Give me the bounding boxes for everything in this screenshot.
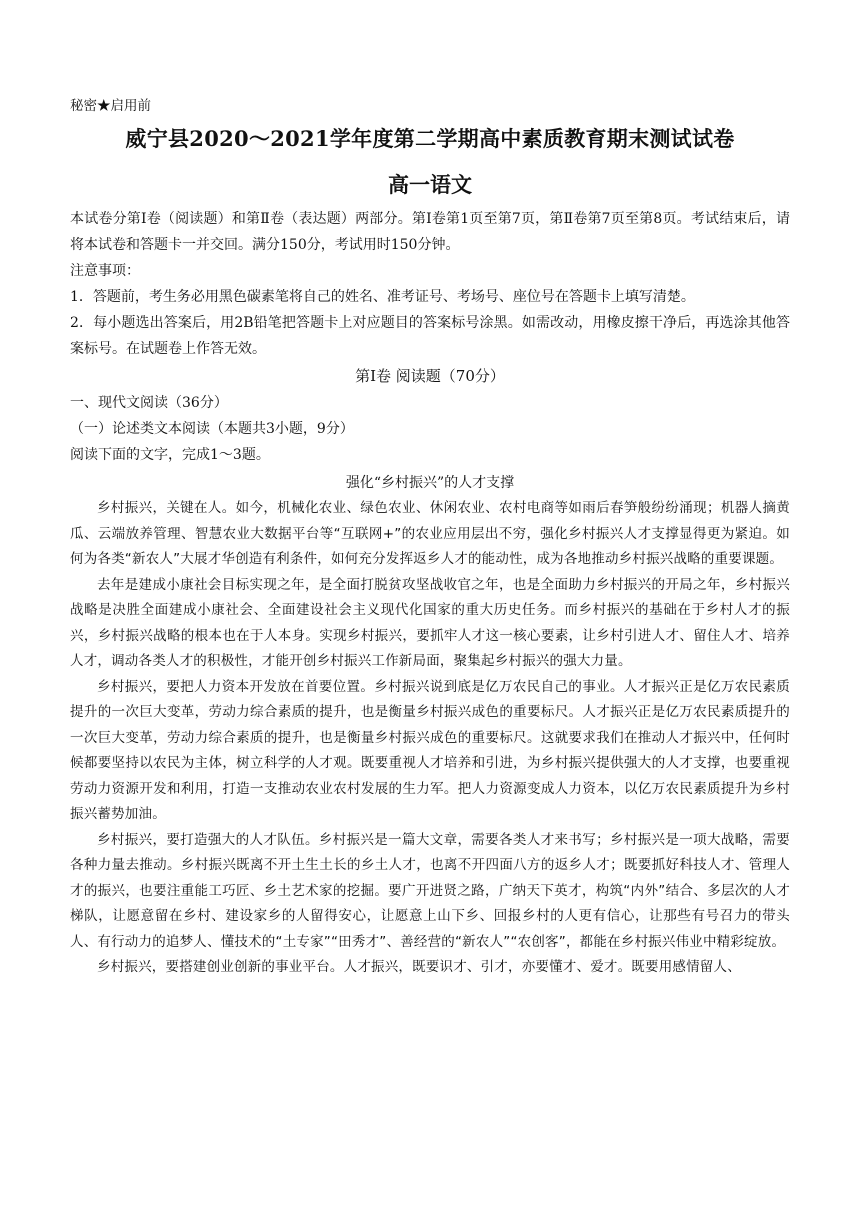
subject-title: 高一语文 — [388, 172, 472, 197]
article-paragraph-4: 乡村振兴，要打造强大的人才队伍。乡村振兴是一篇大文章，需要各类人才来书写；乡村振兴是一项大战略，需要各种力量去推动。乡村振兴既离不开土生土长的乡土人才，也离不开四面八方的返乡人才；既要抓好科技人才、管理人才的振兴，也要注重能工巧匠、乡土艺术家的挖掘。要广开进贤之路，广纳天下英才，构筑“内外”结合、多层次的人才梯队，让愿意留在乡村、建设家乡的人留得安心，让愿意上山下乡、回报乡村的人更有信心，让那些有号召力的带头人、有行动力的追梦人、懂技术的“土专家”“田秀才”、善经营的“新农人”“农创客”，都能在乡村振兴伟业中精彩绽放。 — [70, 831, 790, 950]
reading-instruction: 阅读下面的文字，完成1～3题。 — [70, 447, 270, 463]
confidential-label: 秘密★启用前 — [70, 98, 151, 114]
article-paragraph-5: 乡村振兴，要搭建创业创新的事业平台。人才振兴，既要识才、引才，亦要懂才、爱才。既要用感情留人、 — [97, 959, 741, 975]
section-title: 第Ⅰ卷 阅读题（70分） — [355, 367, 505, 385]
part-heading: 一、现代文阅读（36分） — [70, 395, 228, 411]
notice-item-1: 1．答题前，考生务必用黑色碳素笔将自己的姓名、准考证号、考场号、座位号在答题卡上填写清楚。 — [70, 289, 695, 305]
subpart-heading: （一）论述类文本阅读（本题共3小题，9分） — [70, 421, 354, 437]
article-paragraph-3: 乡村振兴，要把人力资本开发放在首要位置。乡村振兴说到底是亿万农民自己的事业。人才振兴正是亿万农民素质提升的一次巨大变革，劳动力综合素质的提升，也是衡量乡村振兴成色的重要标尺。人才振兴正是亿万农民素质提升的一次巨大变革，劳动力综合素质的提升，也是衡量乡村振兴成色的重要标尺。这就要求我们在推动人才振兴中，任何时候都要坚持以农民为主体，树立科学的人才观。既要重视人才培养和引进，为乡村振兴提供强大的人才支撑，也要重视劳动力资源开发和利用，打造一支推动农业农村发展的生力军。把人力资源变成人力资本，以亿万农民素质提升为乡村振兴蓄势加油。 — [70, 678, 790, 822]
article-title: 强化“乡村振兴”的人才支撑 — [345, 475, 515, 491]
article-paragraph-1: 乡村振兴，关键在人。如今，机械化农业、绿色农业、休闲农业、农村电商等如雨后春笋般纷纷涌现；机器人摘黄瓜、云端放养管理、智慧农业大数据平台等“互联网+”的农业应用层出不穷，强化乡村振兴人才支撑显得更为紧迫。如何为各类“新农人”大展才华创造有利条件，如何充分发挥返乡人才的能动性，成为各地推动乡村振兴战略的重要课题。 — [70, 500, 790, 567]
exam-title: 威宁县2020～2021学年度第二学期高中素质教育期末测试试卷 — [125, 126, 735, 151]
notice-label: 注意事项： — [70, 263, 140, 279]
article-paragraph-2: 去年是建成小康社会目标实现之年，是全面打脱贫攻坚战收官之年，也是全面助力乡村振兴的开局之年，乡村振兴战略是决胜全面建成小康社会、全面建设社会主义现代化国家的重大历史任务。而乡村振兴的基础在于乡村人才的振兴，乡村振兴战略的根本也在于人本身。实现乡村振兴，要抓牢人才这一核心要素，让乡村引进人才、留住人才、培养人才，调动各类人才的积极性，才能开创乡村振兴工作新局面，聚集起乡村振兴的强大力量。 — [70, 576, 790, 669]
notice-item-2: 2．每小题选出答案后，用2B铅笔把答题卡上对应题目的答案标号涂黑。如需改动，用橡皮擦干净后，再选涂其他答案标号。在试题卷上作答无效。 — [70, 315, 790, 357]
exam-intro: 本试卷分第Ⅰ卷（阅读题）和第Ⅱ卷（表达题）两部分。第Ⅰ卷第1页至第7页，第Ⅱ卷第7页至第8页。考试结束后，请将本试卷和答题卡一并交回。满分150分，考试用时150分钟。 — [70, 211, 790, 253]
